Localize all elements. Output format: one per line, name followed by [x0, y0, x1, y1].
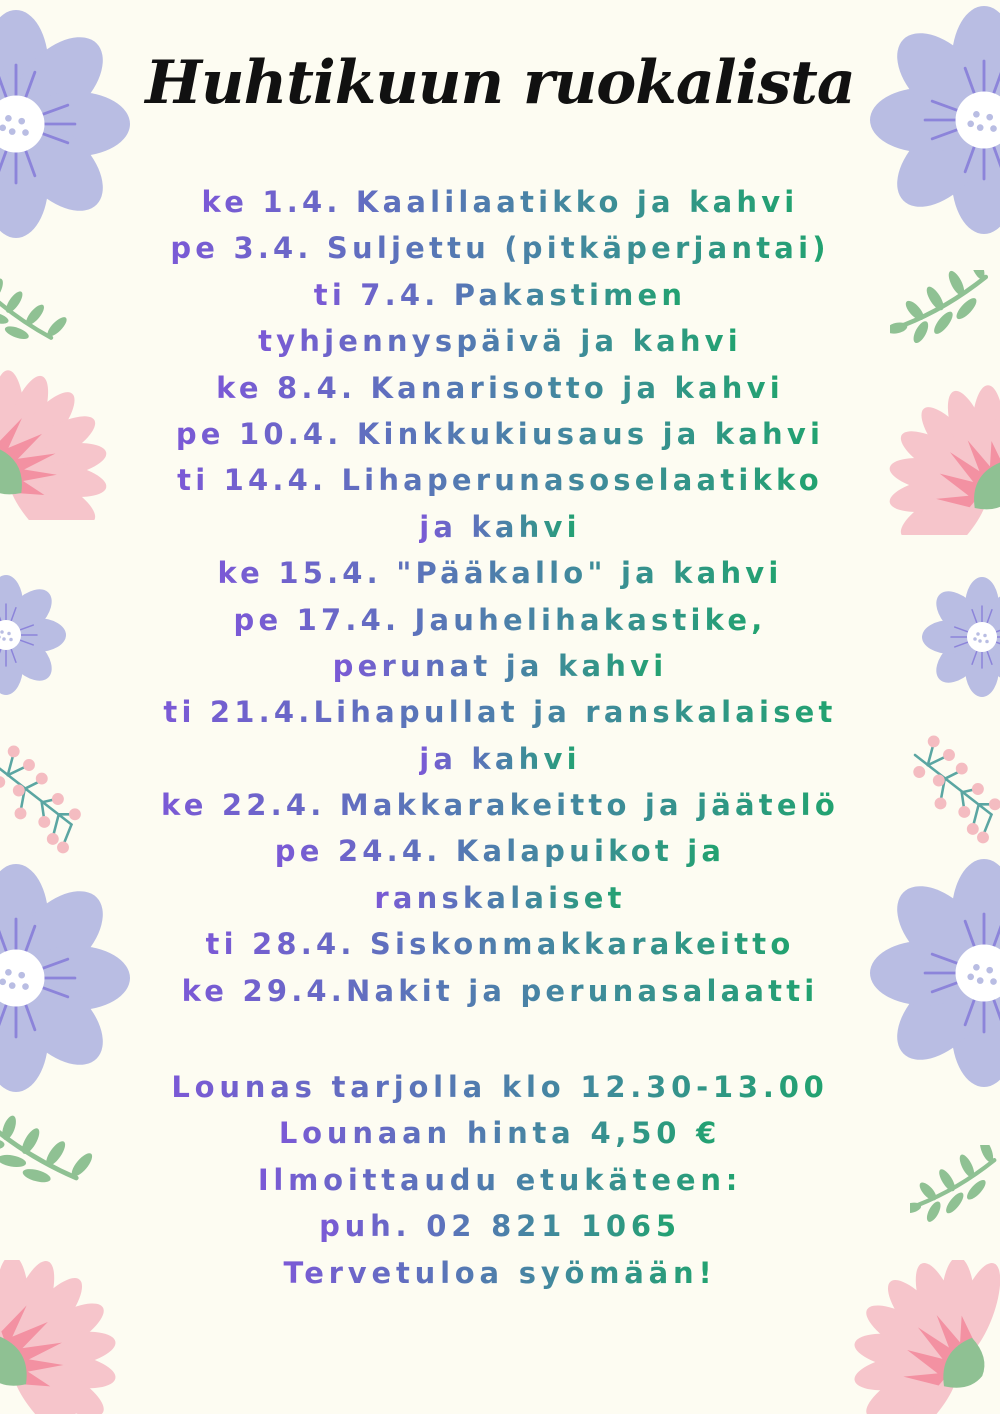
leaf-sprig-icon — [890, 270, 1000, 370]
menu-line: pe 17.4. Jauhelihakastike, — [234, 597, 767, 643]
leaf-sprig-icon — [0, 1115, 100, 1255]
flower-purple-small-icon — [890, 575, 1000, 705]
leaf-sprig-icon — [0, 270, 70, 380]
menu-line: ke 1.4. Kaalilaatikko ja kahvi — [202, 179, 799, 225]
phone-number: puh. 02 821 1065 — [319, 1203, 681, 1249]
menu-line: perunat ja kahvi — [333, 643, 668, 689]
menu-line: pe 24.4. Kalapuikot ja — [275, 828, 725, 874]
menu-line: ti 14.4. Lihaperunasoselaatikko — [177, 457, 823, 503]
registration-note: Ilmoittaudu etukäteen: — [258, 1157, 742, 1203]
menu-line: ke 22.4. Makkarakeitto ja jäätelö — [161, 782, 839, 828]
menu-line: ti 21.4.Lihapullat ja ranskalaiset — [163, 689, 836, 735]
menu-line: ti 7.4. Pakastimen — [314, 272, 686, 318]
lunch-time: Lounas tarjolla klo 12.30-13.00 — [171, 1064, 828, 1110]
menu-line: ke 8.4. Kanarisotto ja kahvi — [216, 365, 784, 411]
flower-purple-small-icon — [0, 575, 70, 705]
menu-line: ti 28.4. Siskonmakkarakeitto — [206, 921, 795, 967]
berry-sprig-icon — [0, 745, 100, 875]
leaf-sprig-icon — [910, 1145, 1000, 1245]
menu-line: pe 10.4. Kinkkukiusaus ja kahvi — [176, 411, 824, 457]
menu-line: ke 15.4. "Pääkallo" ja kahvi — [217, 550, 782, 596]
page-title: Huhtikuun ruokalista — [145, 48, 855, 118]
menu-list — [100, 179, 900, 1014]
menu-line: ranskalaiset — [374, 875, 625, 921]
menu-line: ke 29.4.Nakit ja perunasalaatti — [182, 968, 819, 1014]
welcome-text: Tervetuloa syömään! — [283, 1250, 716, 1296]
menu-line: pe 3.4. Suljettu (pitkäperjantai) — [170, 225, 829, 271]
berry-sprig-icon — [900, 735, 1000, 855]
info-section — [100, 1064, 900, 1296]
menu-line: ja kahvi — [419, 736, 581, 782]
menu-line: tyhjennyspäivä ja kahvi — [258, 318, 742, 364]
menu-line: ja kahvi — [419, 504, 581, 550]
lunch-price: Lounaan hinta 4,50 € — [279, 1110, 721, 1156]
